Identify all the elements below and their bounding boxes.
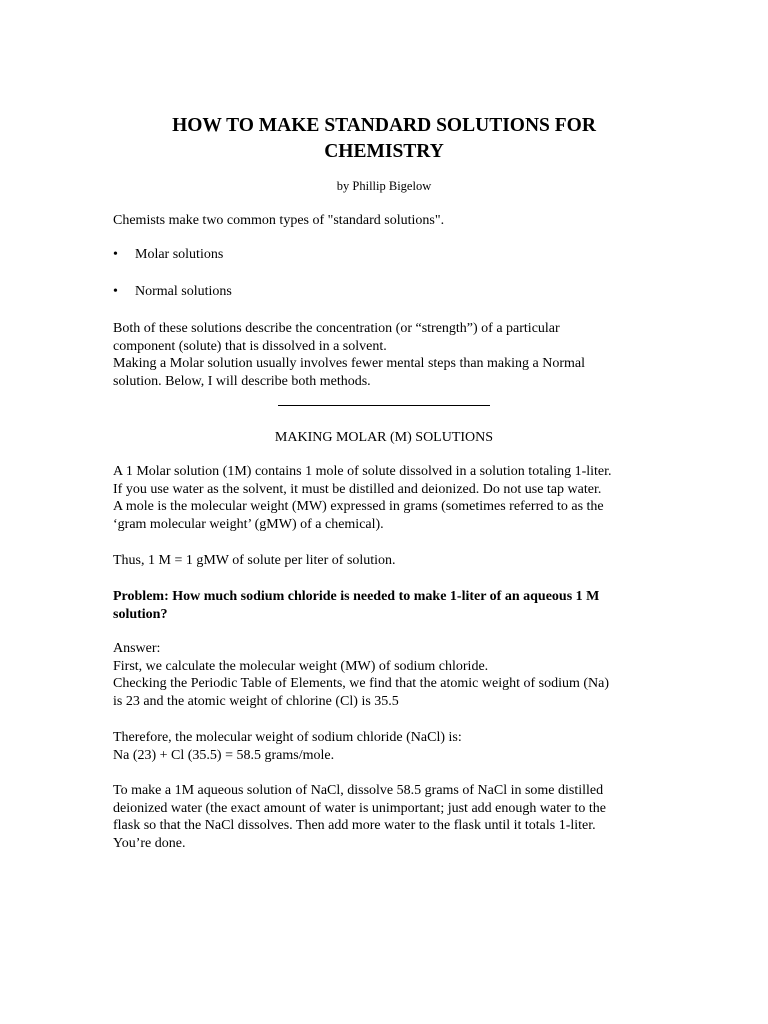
paragraph-line: Na (23) + Cl (35.5) = 58.5 grams/mole. xyxy=(113,747,335,763)
document-title xyxy=(120,113,648,165)
molar-definition-paragraph xyxy=(113,463,673,533)
paragraph-line: To make a 1M aqueous solution of NaCl, dissolve 58.5 grams of NaCl in some distilled xyxy=(113,783,604,798)
answer-paragraph xyxy=(113,640,673,710)
author-byline: by Phillip Bigelow xyxy=(336,179,432,193)
paragraph-line: ‘gram molecular weight’ (gMW) of a chemical). xyxy=(113,516,384,532)
section-divider xyxy=(278,405,490,406)
intro-paragraph: Chemists make two common types of "standard solutions". xyxy=(113,213,445,228)
bullet-label: Normal solutions xyxy=(135,284,232,299)
procedure-paragraph xyxy=(113,782,673,852)
paragraph-line: Answer: xyxy=(113,641,161,656)
paragraph-line: Problem: How much sodium chloride is needed to make 1-liter of an aqueous 1 M xyxy=(113,589,600,604)
formula-statement: Thus, 1 M = 1 gMW of solute per liter of solution. xyxy=(113,553,396,568)
title-line-2: CHEMISTRY xyxy=(324,141,444,162)
paragraph-line: is 23 and the atomic weight of chlorine (Cl) is 35.5 xyxy=(113,693,399,709)
paragraph-line: A mole is the molecular weight (MW) expressed in grams (sometimes referred to as the xyxy=(113,499,604,514)
paragraph-line: Both of these solutions describe the concentration (or “strength”) of a particular xyxy=(113,321,560,336)
bullet-icon: • xyxy=(113,247,118,262)
bullet-label: Molar solutions xyxy=(135,247,224,262)
paragraph-line: solution? xyxy=(113,606,168,622)
paragraph-line: If you use water as the solvent, it must be distilled and deionized. Do not use tap water. xyxy=(113,481,602,497)
section-heading: MAKING MOLAR (M) SOLUTIONS xyxy=(274,430,494,445)
molecular-weight-paragraph xyxy=(113,729,673,764)
title-line-1: HOW TO MAKE STANDARD SOLUTIONS FOR xyxy=(172,115,596,136)
paragraph-line: Checking the Periodic Table of Elements, we find that the atomic weight of sodium (Na) xyxy=(113,676,610,691)
paragraph-line: A 1 Molar solution (1M) contains 1 mole of solute dissolved in a solution totaling 1-liter. xyxy=(113,464,612,479)
bullet-item-molar xyxy=(113,246,223,264)
paragraph-line: flask so that the NaCl dissolves. Then add more water to the flask until it totals 1-liter. xyxy=(113,818,596,833)
paragraph-line: You’re done. xyxy=(113,835,186,851)
bullet-item-normal xyxy=(113,283,232,301)
paragraph-line: Therefore, the molecular weight of sodium chloride (NaCl) is: xyxy=(113,730,462,745)
paragraph-line: First, we calculate the molecular weight (MW) of sodium chloride. xyxy=(113,658,489,674)
bullet-icon: • xyxy=(113,284,118,299)
paragraph-line: deionized water (the exact amount of water is unimportant; just add enough water to the xyxy=(113,800,606,816)
paragraph-line: Making a Molar solution usually involves fewer mental steps than making a Normal xyxy=(113,356,586,371)
paragraph-line: solution. Below, I will describe both methods. xyxy=(113,373,371,389)
concentration-paragraph xyxy=(113,320,673,390)
problem-statement xyxy=(113,588,673,623)
paragraph-line: component (solute) that is dissolved in a solvent. xyxy=(113,338,387,354)
